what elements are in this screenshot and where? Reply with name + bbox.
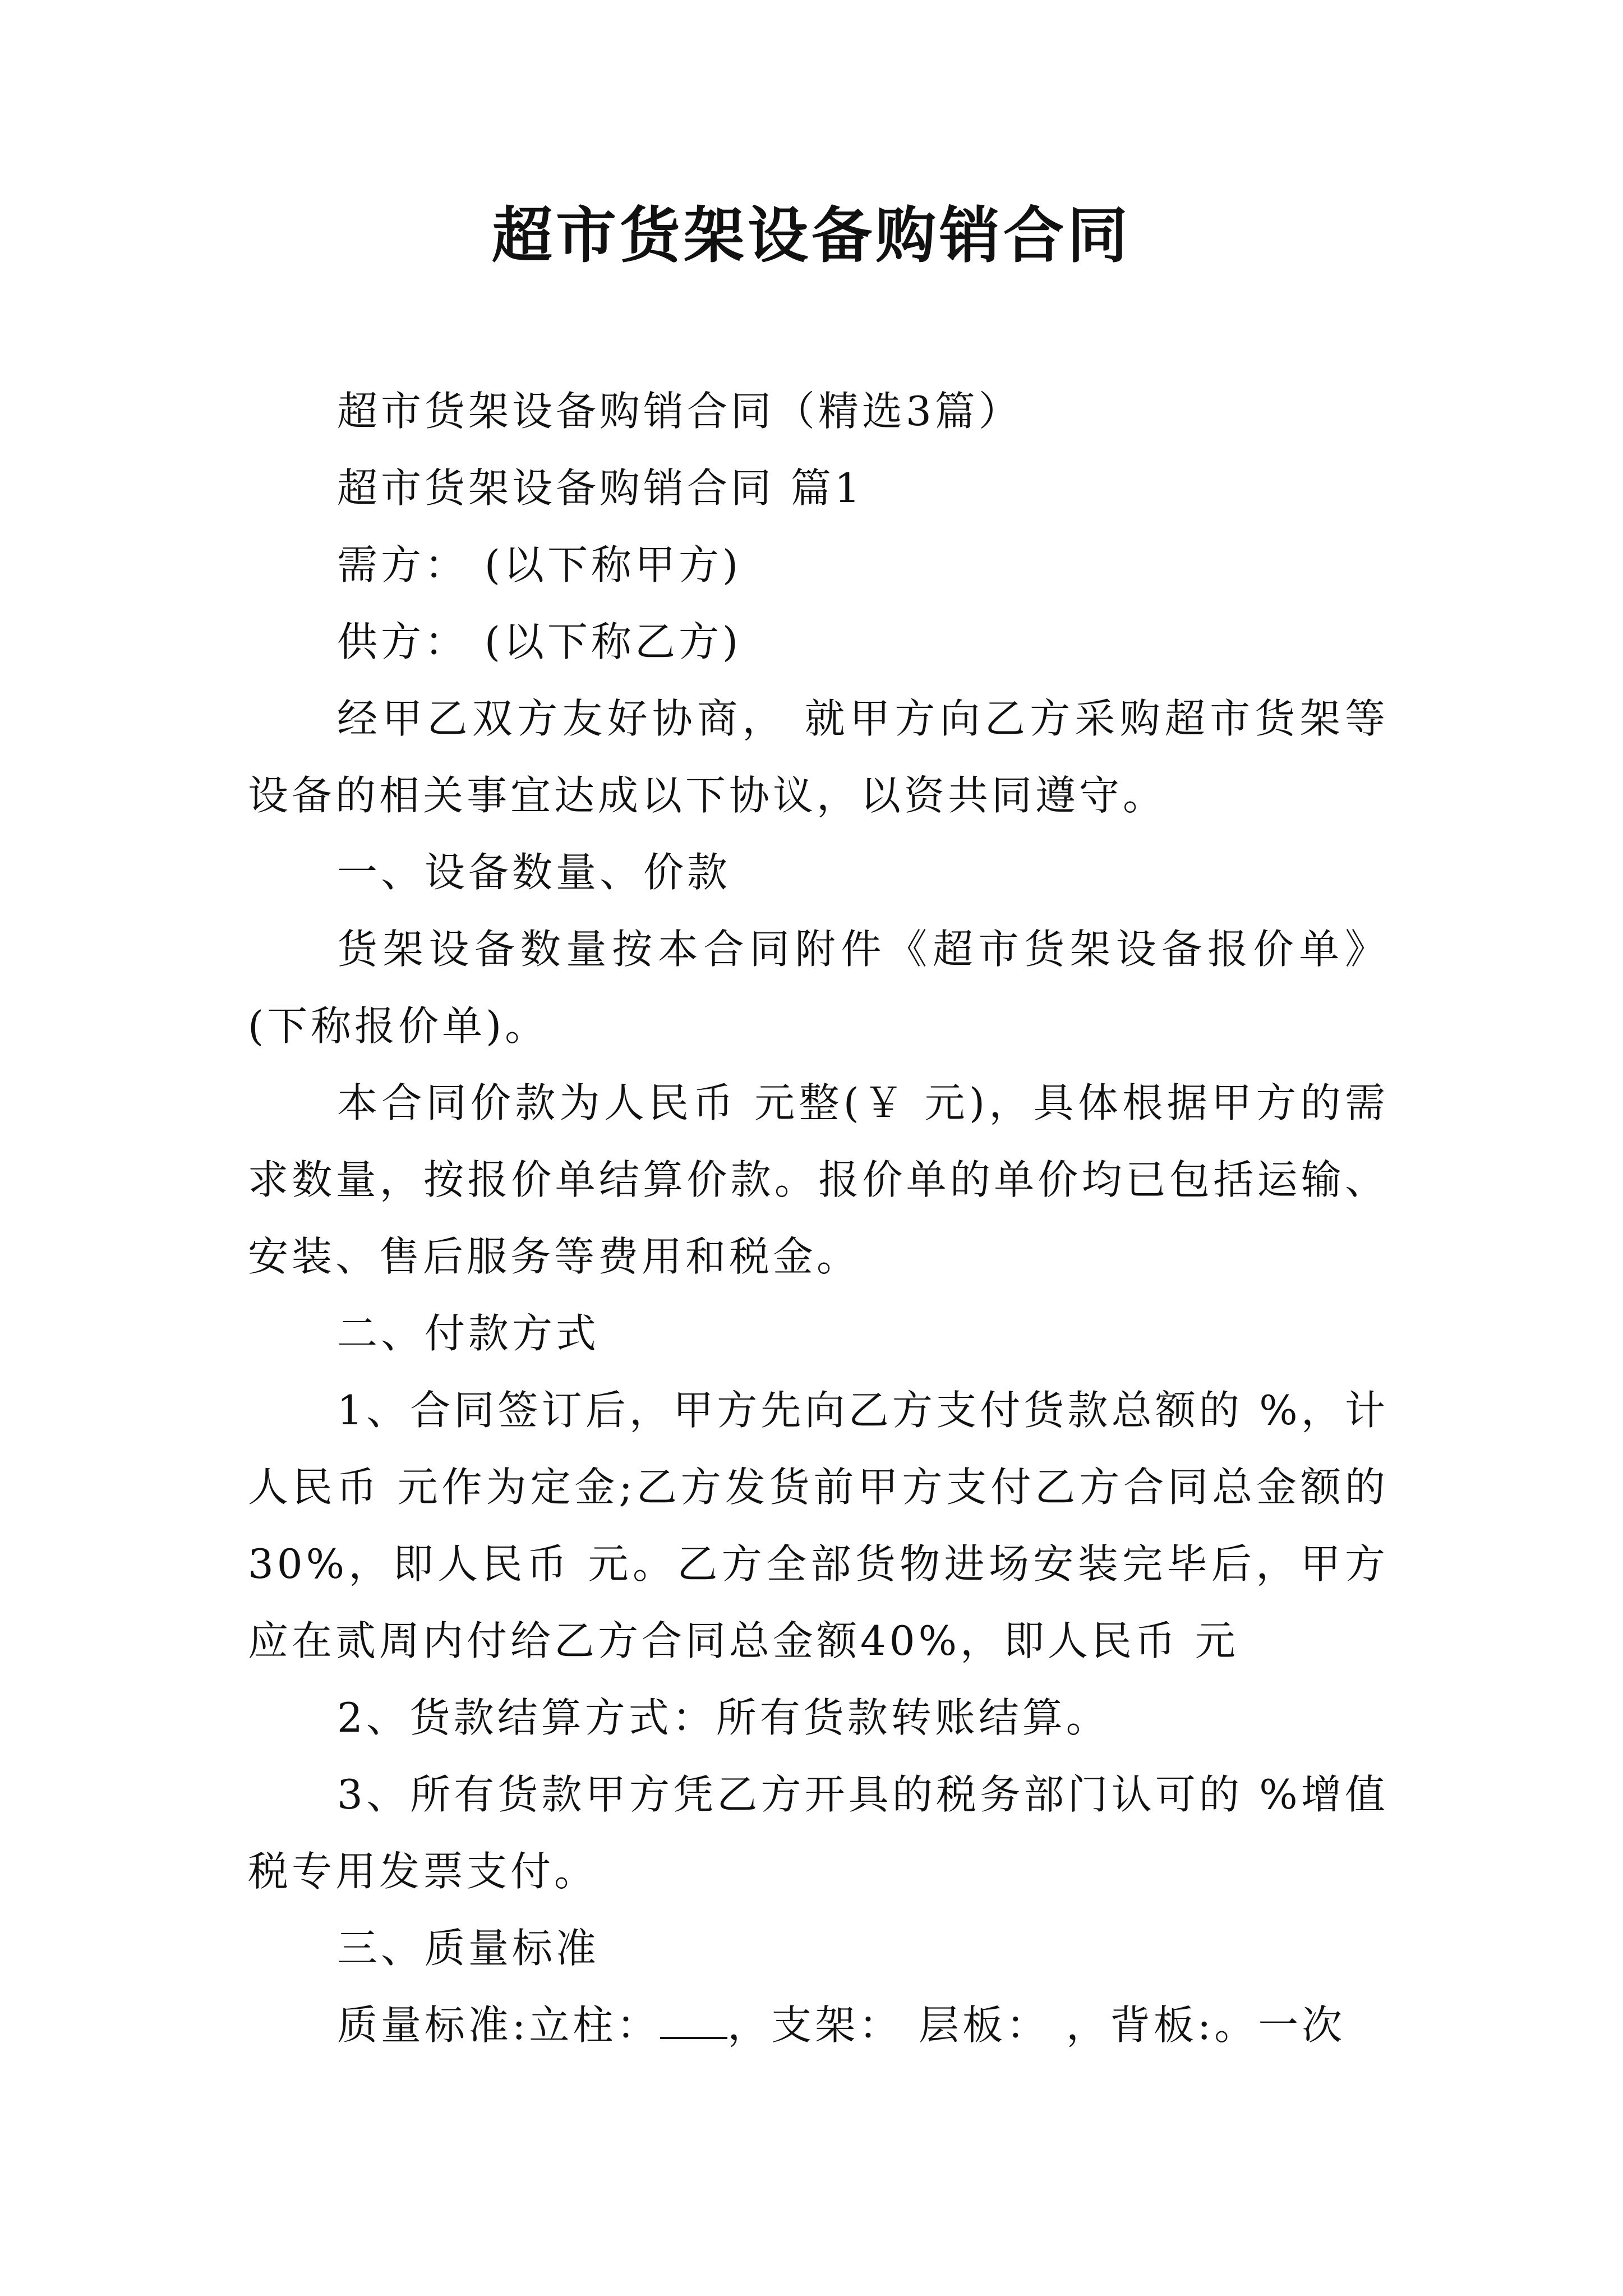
paragraph-quality-standard bbox=[248, 1987, 1389, 2064]
document-body bbox=[248, 373, 1389, 2064]
paragraph-seller: 供方： (以下称乙方) bbox=[337, 618, 742, 665]
paragraph-buyer: 需方： (以下称甲方) bbox=[337, 541, 742, 588]
paragraph-payment-2: 2、货款结算方式：所有货款转账结算。 bbox=[337, 1694, 1110, 1741]
section-heading-quality: 三、质量标准 bbox=[337, 1925, 600, 1972]
blank-underline bbox=[660, 2000, 727, 2039]
quality-text-end: ，支架： 层板： ，背板:。一次 bbox=[727, 2001, 1346, 2049]
quality-text-start: 质量标准:立柱： bbox=[337, 2001, 661, 2049]
paragraph-intro: 经甲乙双方友好协商， 就甲方向乙方采购超市货架等设备的相关事宜达成以下协议，以资共同遵守。 bbox=[248, 695, 1389, 819]
paragraph-price: 本合同价款为人民币 元整(￥ 元)，具体根据甲方的需求数量，按报价单结算价款。报价单的单价均已包括运输、安装、售后服务等费用和税金。 bbox=[248, 1079, 1389, 1280]
paragraph-quantity: 货架设备数量按本合同附件《超市货架设备报价单》(下称报价单)。 bbox=[248, 926, 1389, 1050]
paragraph-subtitle: 超市货架设备购销合同（精选3篇） bbox=[337, 388, 1022, 435]
paragraph-part-heading: 超市货架设备购销合同 篇1 bbox=[337, 464, 864, 512]
section-heading-payment: 二、付款方式 bbox=[337, 1310, 600, 1357]
paragraph-payment-3: 3、所有货款甲方凭乙方开具的税务部门认可的 %增值税专用发票支付。 bbox=[248, 1771, 1389, 1895]
paragraph-payment-1: 1、合同签订后，甲方先向乙方支付货款总额的 %，计人民币 元作为定金;乙方发货前甲方支付乙方合同总金额的30%，即人民币 元。乙方全部货物进场安装完毕后，甲方应在贰周内付给乙方合同总金额40%，即人民币 元 bbox=[248, 1387, 1389, 1664]
document-title: 超市货架设备购销合同 bbox=[491, 200, 1131, 271]
section-heading-quantity-price: 一、设备数量、价款 bbox=[337, 849, 731, 896]
